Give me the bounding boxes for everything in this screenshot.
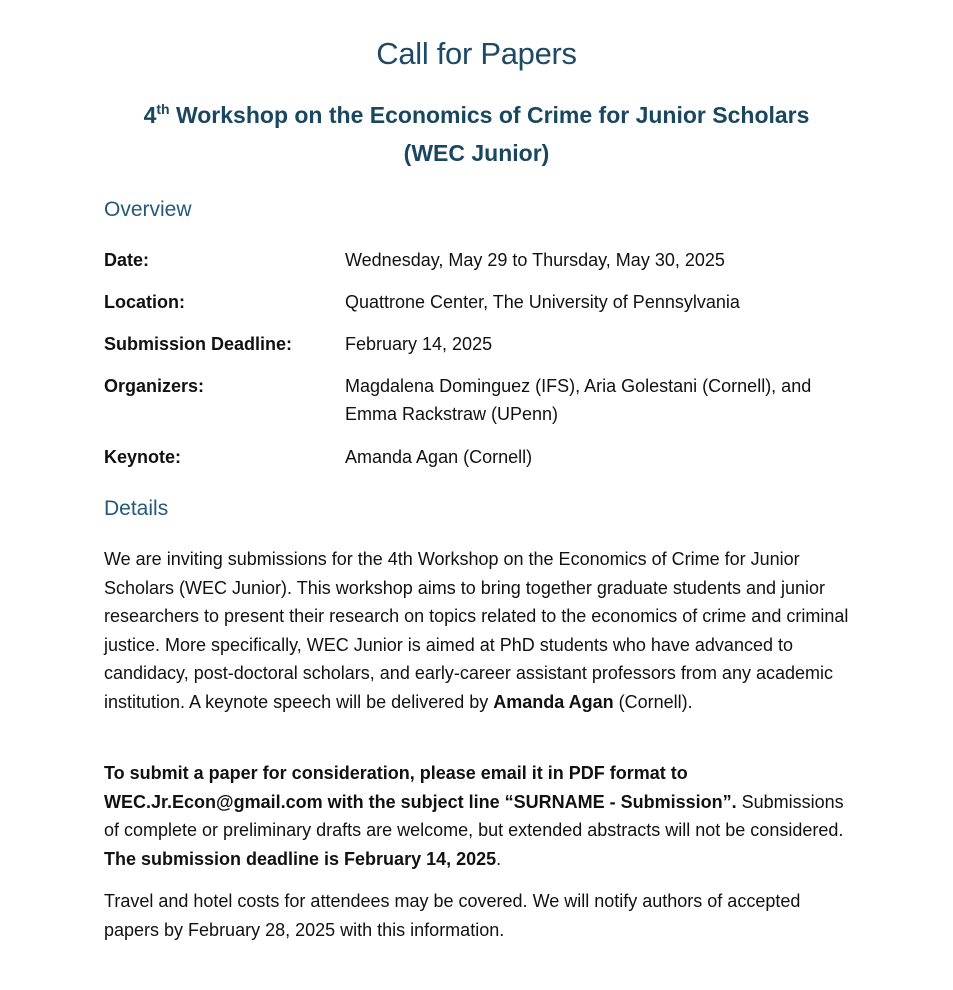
details-heading: Details bbox=[104, 497, 169, 520]
details-p1-text: We are inviting submissions for the 4th Workshop on the Economics of Crime for Junior Scholars (WEC Junior). This workshop aims to bring together graduate students and junior researchers to present their research on topics related to the economics of crime and criminal justice. More specifically, WEC Junior is aimed at PhD students who have advanced to candidacy, post-doctoral scholars, and early-career assistant professors from any academic institution. A keynote speech will be delivered by bbox=[104, 549, 849, 712]
details-paragraph-2 bbox=[104, 759, 860, 873]
deadline-value: February 14, 2025 bbox=[345, 334, 493, 354]
location-label: Location: bbox=[104, 292, 185, 312]
page-title: Call for Papers bbox=[376, 36, 577, 71]
submission-deadline-note: The submission deadline is February 14, 2025 bbox=[104, 848, 497, 869]
details-paragraph-1 bbox=[104, 545, 860, 717]
organizers-value: Magdalena Dominguez (IFS), Aria Golestani (Cornell), and Emma Rackstraw (UPenn) bbox=[345, 376, 812, 424]
keynote-label: Keynote: bbox=[104, 447, 182, 467]
location-value: Quattrone Center, The University of Pennsylvania bbox=[345, 292, 740, 312]
overview-heading: Overview bbox=[104, 198, 192, 221]
details-paragraph-3: Travel and hotel costs for attendees may be covered. We will notify authors of accepted papers by February 28, 2025 with this information. bbox=[104, 891, 801, 940]
organizers-label: Organizers: bbox=[104, 376, 205, 396]
workshop-short-name: (WEC Junior) bbox=[403, 140, 550, 166]
workshop-ordinal-suffix: th bbox=[156, 101, 170, 117]
date-label: Date: bbox=[104, 250, 150, 270]
details-p2-text: Submissions of complete or preliminary drafts are welcome, but extended abstracts will not be considered. bbox=[104, 791, 844, 841]
workshop-name: Workshop on the Economics of Crime for Junior Scholars bbox=[169, 102, 810, 128]
date-value: Wednesday, May 29 to Thursday, May 30, 2025 bbox=[345, 250, 725, 270]
workshop-title-line1 bbox=[0, 96, 953, 134]
details-p1-end: (Cornell). bbox=[613, 691, 693, 712]
submission-instructions: To submit a paper for consideration, please email it in PDF format to WEC.Jr.Econ@gmail.com with the subject line “SURNAME - Submission”. bbox=[104, 763, 737, 812]
deadline-label: Submission Deadline: bbox=[104, 334, 293, 354]
workshop-number: 4 bbox=[143, 102, 157, 128]
keynote-value: Amanda Agan (Cornell) bbox=[345, 447, 533, 467]
details-p2-end: . bbox=[496, 848, 502, 869]
keynote-speaker-name: Amanda Agan bbox=[493, 691, 614, 712]
workshop-title bbox=[0, 96, 953, 172]
